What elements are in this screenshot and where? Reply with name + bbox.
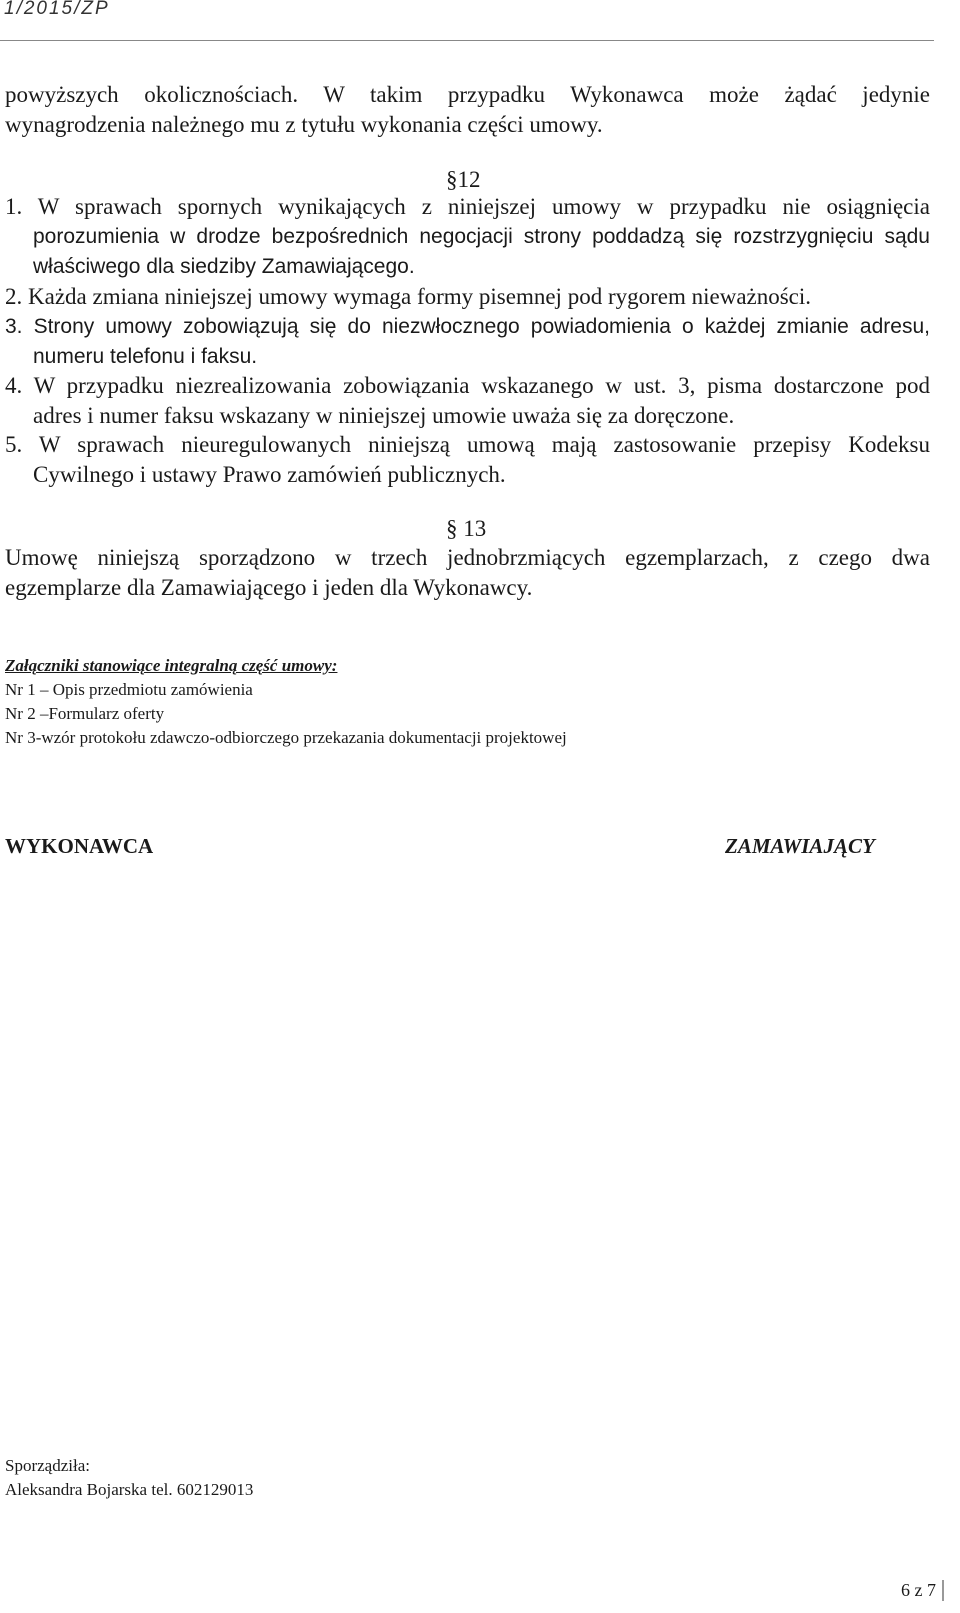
- attachment-item: Nr 3-wzór protokołu zdawczo-odbiorczego przekazania dokumentacji projektowej: [5, 728, 567, 747]
- header-divider: [0, 40, 934, 41]
- section-number: 13: [463, 516, 487, 541]
- clause-number: 2.: [5, 284, 23, 309]
- clause-line: porozumienia w drodze bezpośrednich negocjacji strony poddadzą się rozstrzygnięciu sądu: [33, 225, 930, 248]
- clause-text: W przypadku niezrealizowania zobowiązania wskazanego w ust. 3, pisma dostarczone pod: [33, 373, 930, 398]
- intro-line: wynagrodzenia należnego mu z tytułu wykonania części umowy.: [5, 112, 603, 137]
- section-13-paragraph: [5, 543, 930, 603]
- clause-item-1: [5, 192, 930, 282]
- clause-line: [5, 312, 930, 342]
- clause-item-3: [5, 312, 930, 372]
- section-mark: §: [446, 167, 458, 192]
- clause-number: 1.: [5, 194, 23, 219]
- clause-text: Każda zmiana niniejszej umowy wymaga formy pisemnej pod rygorem nieważności.: [28, 284, 812, 309]
- section-12-heading: [446, 165, 481, 195]
- clause-line: [5, 192, 930, 222]
- clause-item-4: [5, 371, 930, 431]
- clause-number: 3.: [5, 315, 23, 338]
- clause-item-2: [5, 282, 930, 312]
- paragraph-line: Umowę niniejszą sporządzono w trzech jednobrzmiących egzemplarzach, z czego dwa: [5, 545, 930, 570]
- intro-line: powyższych okolicznościach. W takim przypadku Wykonawca może żądać jedynie: [5, 82, 930, 107]
- clause-line: Cywilnego i ustawy Prawo zamówień publicznych.: [33, 462, 506, 487]
- clause-text: W sprawach spornych wynikających z niniejszej umowy w przypadku nie osiągnięcia: [37, 194, 930, 219]
- document-reference: 1/2015/ZP: [4, 0, 110, 19]
- paragraph-line: egzemplarze dla Zamawiającego i jeden dla Wykonawcy.: [5, 575, 533, 600]
- signature-contractor: WYKONAWCA: [5, 834, 154, 858]
- attachment-item: Nr 1 – Opis przedmiotu zamówienia: [5, 680, 253, 699]
- clause-line: właściwego dla siedziby Zamawiającego.: [33, 255, 415, 278]
- prepared-by-name: Aleksandra Bojarska tel. 602129013: [5, 1480, 254, 1499]
- section-13-heading: [446, 514, 486, 544]
- clause-line: [5, 430, 930, 460]
- clause-number: 4.: [5, 373, 23, 398]
- clause-item-5: [5, 430, 930, 490]
- attachment-item: Nr 2 –Formularz oferty: [5, 704, 165, 723]
- section-mark: §: [446, 516, 458, 541]
- clause-number: 5.: [5, 432, 23, 457]
- clause-line: [5, 282, 930, 312]
- intro-paragraph: [5, 80, 930, 140]
- section-number: 12: [457, 167, 481, 192]
- signature-ordering-party: ZAMAWIAJĄCY: [725, 834, 875, 858]
- clause-line: [5, 371, 930, 401]
- prepared-by-label: Sporządziła:: [5, 1456, 90, 1475]
- clause-text: W sprawach nieuregulowanych niniejszą umową mają zastosowanie przepisy Kodeksu: [38, 432, 930, 457]
- clause-line: adres i numer faksu wskazany w niniejszej umowie uważa się za doręczone.: [33, 403, 735, 428]
- attachments-title: Załączniki stanowiące integralną część umowy:: [5, 656, 338, 675]
- page-number: 6 z 7: [901, 1580, 944, 1601]
- clause-line: numeru telefonu i faksu.: [33, 345, 258, 368]
- clause-text: Strony umowy zobowiązują się do niezwłocznego powiadomienia o każdej zmianie adresu,: [33, 315, 930, 338]
